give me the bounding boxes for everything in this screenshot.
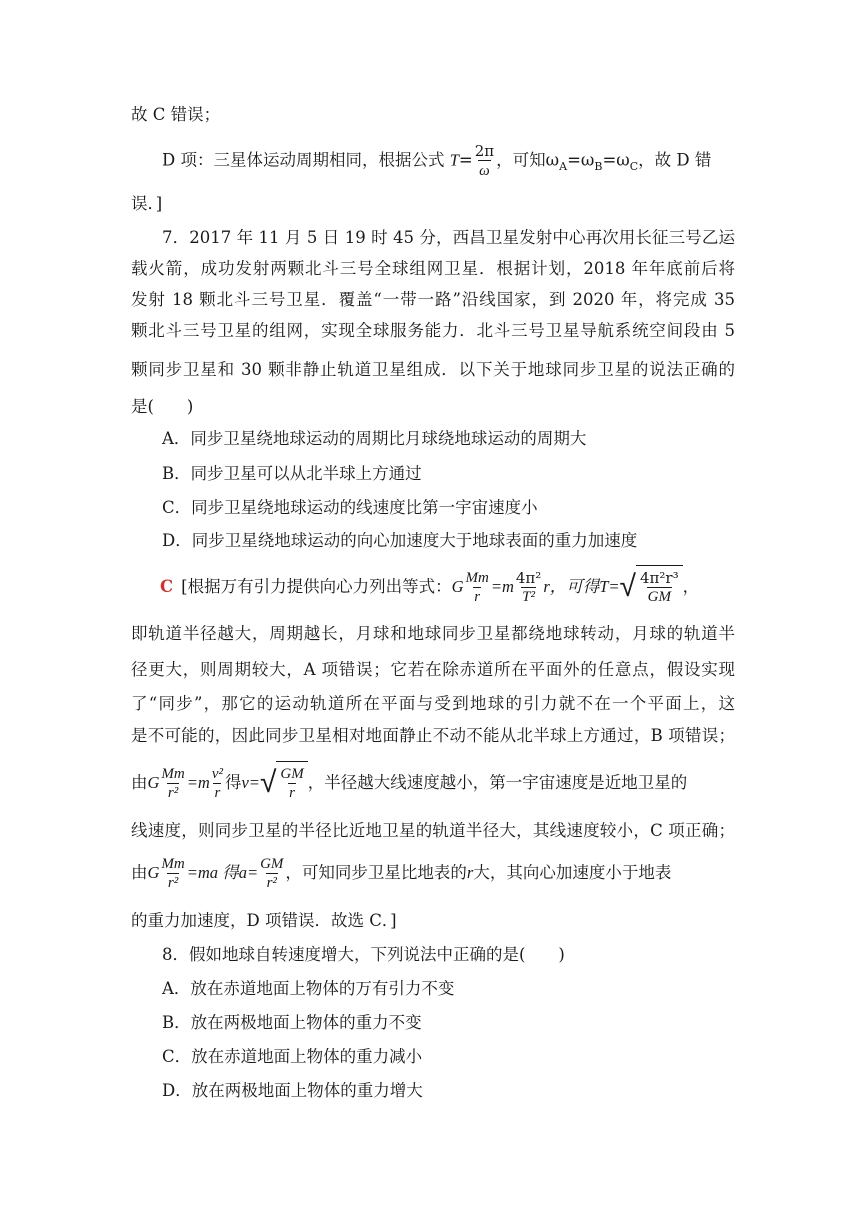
text: =ω [567, 150, 595, 170]
exp-line-5: 是不可能的，因此同步卫星相对地面静止不动不能从北半球上方通过，B 项错误； [131, 726, 735, 745]
sqrt-velocity: √ $\frac{GM}{r}$ [260, 761, 308, 805]
q8-option-a: A．放在赤道地面上物体的万有引力不变 [162, 979, 455, 998]
q7-line-5: 颗同步卫星和 30 颗非静止轨道卫星组成．以下关于地球同步卫星的说法正确的 [131, 360, 735, 379]
exp-line-6 [131, 757, 735, 809]
exp-line-8 [131, 850, 735, 896]
line-c-wrong: 故 C 错误； [131, 105, 221, 124]
text: 大，其向心加速度小于地表 [473, 863, 672, 882]
var-T: T [449, 150, 459, 170]
text: ，可知ω [496, 150, 560, 170]
text: ，故 D 错 [638, 150, 712, 170]
exp-line-2: 即轨道半径越大，周期越长，月球和地球同步卫星都绕地球转动，月球的轨道半 [131, 624, 735, 643]
text: =m [490, 577, 514, 596]
text: 由 [131, 773, 148, 792]
sqrt-period: √ $\frac{\text{4π²r³}}{GM}$ [620, 565, 683, 609]
sub: C [629, 159, 639, 173]
denominator: ω [479, 163, 490, 179]
text: ， [682, 577, 700, 596]
q7-line-2: 载火箭，成功发射两颗北斗三号全球组网卫星．根据计划，2018 年年底前后将 [131, 259, 735, 278]
fraction-Mm-r: $\frac{Mm}{r}$ [465, 569, 489, 605]
text: D 项：三星体运动周期相同，根据公式 [162, 150, 450, 170]
q7-line-6: 是( ) [131, 397, 194, 416]
q8-option-b: B．放在两极地面上物体的重力不变 [162, 1013, 422, 1032]
text: =m [186, 773, 210, 792]
exp-line-4: 了“同步”，那它的运动轨道所在平面与受到地球的引力就不在一个平面上，这 [131, 694, 735, 713]
var-T: T= [599, 577, 620, 596]
text: =ω [602, 150, 630, 170]
q8-option-c: C．放在赤道地面上物体的重力减小 [162, 1047, 423, 1066]
text: 由 [131, 863, 148, 882]
fraction-4pi2-T2: $\frac{\text{4π²}}{\text{T²}}$ [515, 568, 542, 605]
exp-line-7: 线速度，则同步卫星的半径比近地卫星的轨道半径大，其线速度较小，C 项正确； [131, 821, 735, 840]
text: r，可得 [543, 577, 600, 596]
q7-answer-line-1 [160, 562, 764, 612]
var-G: G [451, 577, 464, 596]
numerator: 2π [474, 142, 495, 160]
q7-option-c: C．同步卫星绕地球运动的线速度比第一宇宙速度小 [162, 498, 538, 517]
var-G: G [147, 773, 160, 792]
fraction-2pi-omega [474, 142, 495, 180]
q7-line-1: 7．2017 年 11 月 5 日 19 时 45 分，西昌卫星发射中心再次用长征三号乙运 [162, 228, 735, 247]
var-r: r [466, 863, 474, 882]
line-wrong-end: 误．] [131, 194, 163, 213]
text: a= [238, 863, 259, 882]
fraction-Mm-r2: $\frac{Mm}{\text{r²}}$ [161, 765, 185, 801]
text: =ma 得 [186, 863, 239, 882]
sub: A [559, 159, 568, 173]
fraction-GM-r2: $\frac{GM}{\text{r²}}$ [260, 855, 284, 891]
text: 得 [224, 773, 242, 792]
q7-option-b: B．同步卫星可以从北半球上方通过 [162, 464, 422, 483]
text: = [458, 150, 473, 170]
text: ，可知同步卫星比地表的 [285, 863, 467, 882]
q8-option-d: D．放在两极地面上物体的重力增大 [162, 1081, 423, 1100]
q8-stem: 8．假如地球自转速度增大，下列说法中正确的是( ) [162, 945, 565, 964]
q7-option-a: A．同步卫星绕地球运动的周期比月球绕地球运动的周期大 [162, 429, 587, 448]
exp-line-9: 的重力加速度，D 项错误．故选 C．] [131, 911, 397, 930]
sub: B [594, 159, 603, 173]
q7-line-4: 颗北斗三号卫星的组网，实现全球服务能力．北斗三号卫星导航系统空间段由 5 [131, 321, 735, 340]
text: [根据万有引力提供向心力列出等式： [181, 577, 452, 596]
text: v= [241, 773, 260, 792]
fraction-Mm-r2: $\frac{Mm}{\text{r²}}$ [161, 855, 185, 891]
line-d-item [162, 142, 735, 180]
answer-letter: C [160, 577, 174, 596]
text: ，半径越大线速度越小，第一宇宙速度是近地卫星的 [307, 773, 688, 792]
exp-line-3: 径更大，则周期较大，A 项错误；它若在除赤道所在平面外的任意点，假设实现 [131, 660, 735, 679]
q7-option-d: D．同步卫星绕地球运动的向心加速度大于地球表面的重力加速度 [162, 531, 638, 550]
fraction-v2-r: $\frac{\text{v²}}{r}$ [211, 765, 223, 801]
var-G: G [147, 863, 160, 882]
q7-line-3: 发射 18 颗北斗三号卫星．覆盖“一带一路”沿线国家，到 2020 年，将完成 35 [131, 290, 735, 309]
